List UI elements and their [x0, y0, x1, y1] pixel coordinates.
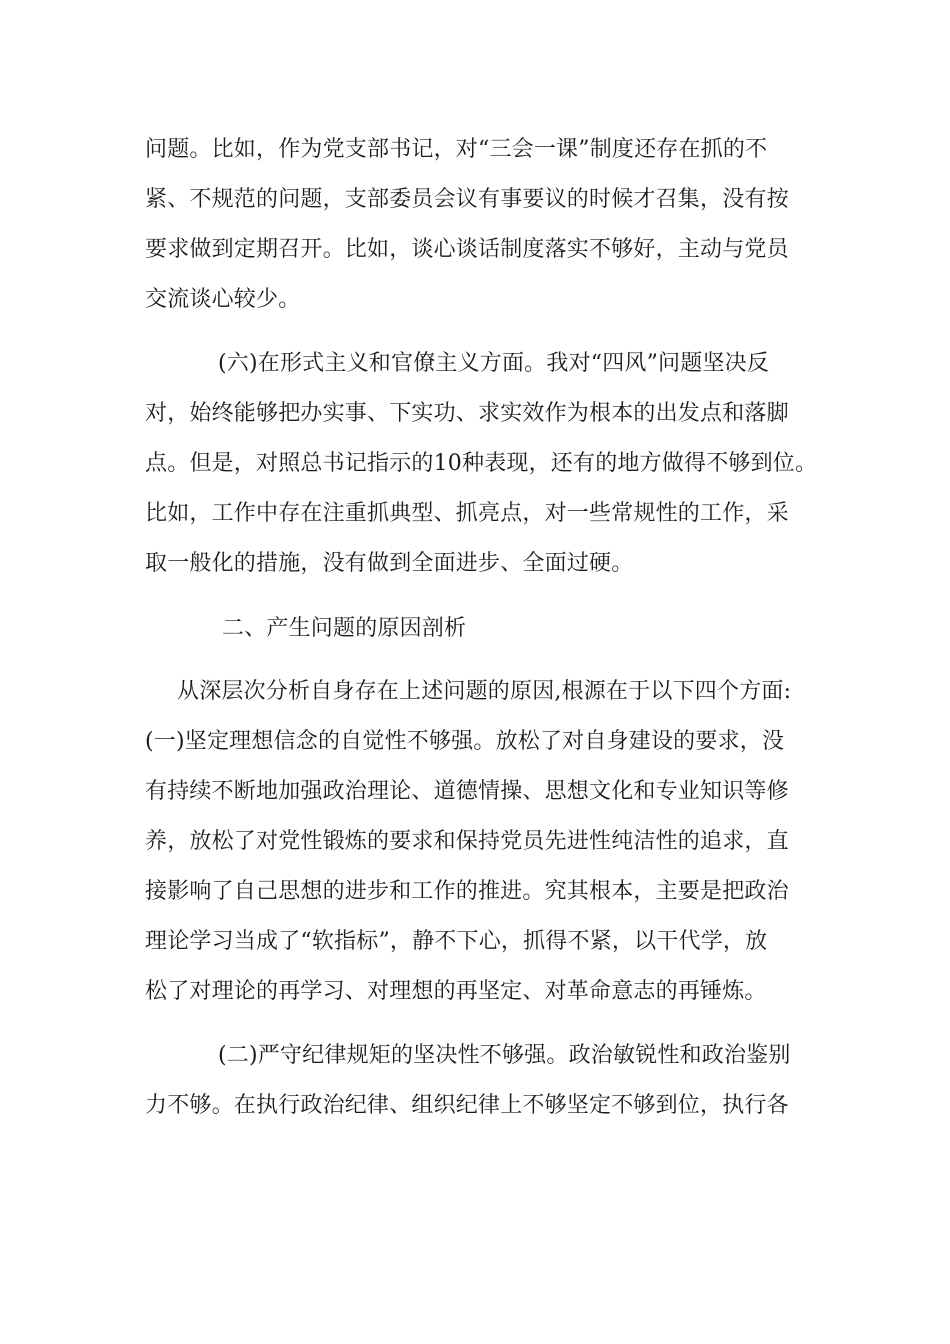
text-line: 养，放松了对党性锻炼的要求和保持党员先进性纯洁性的追求，直 [145, 829, 789, 854]
text-line: 点。但是，对照总书记指示的10种表现，还有的地方做得不够到位。 [145, 451, 818, 476]
text-line: 理论学习当成了“软指标”，静不下心，抓得不紧，以干代学，放 [145, 929, 768, 954]
text-line: 比如，工作中存在注重抓典型、抓亮点，对一些常规性的工作，采 [145, 501, 789, 526]
text-line: 取一般化的措施，没有做到全面进步、全面过硬。 [145, 551, 634, 576]
text-line: 问题。比如，作为党支部书记，对“三会一课”制度还存在抓的不 [145, 137, 768, 162]
section-title-causes: 二、产生问题的原因剖析 [222, 616, 467, 641]
text-line: 有持续不断地加强政治理论、道德情操、思想文化和专业知识等修 [145, 779, 789, 804]
section-heading-six: (六)在形式主义和官僚主义方面。我对“四风”问题坚决反 [218, 351, 770, 376]
text-line: 从深层次分析自身存在上述问题的原因,根源在于以下四个方面: [177, 679, 792, 704]
text-line: 紧、不规范的问题，支部委员会议有事要议的时候才召集，没有按 [145, 187, 789, 212]
text-line: 力不够。在执行政治纪律、组织纪律上不够坚定不够到位，执行各 [145, 1093, 789, 1118]
text-line: 接影响了自己思想的进步和工作的推进。究其根本，主要是把政治 [145, 879, 789, 904]
section-heading-two: (二)严守纪律规矩的坚决性不够强。政治敏锐性和政治鉴别 [218, 1043, 791, 1068]
section-heading-one: (一)坚定理想信念的自觉性不够强。放松了对自身建设的要求，没 [145, 729, 785, 754]
text-line: 松了对理论的再学习、对理想的再坚定、对革命意志的再锤炼。 [145, 979, 767, 1004]
text-line: 要求做到定期召开。比如，谈心谈话制度落实不够好，主动与党员 [145, 237, 789, 262]
text-line: 对，始终能够把办实事、下实功、求实效作为根本的出发点和落脚 [145, 401, 789, 426]
text-line: 交流谈心较少。 [145, 287, 301, 312]
